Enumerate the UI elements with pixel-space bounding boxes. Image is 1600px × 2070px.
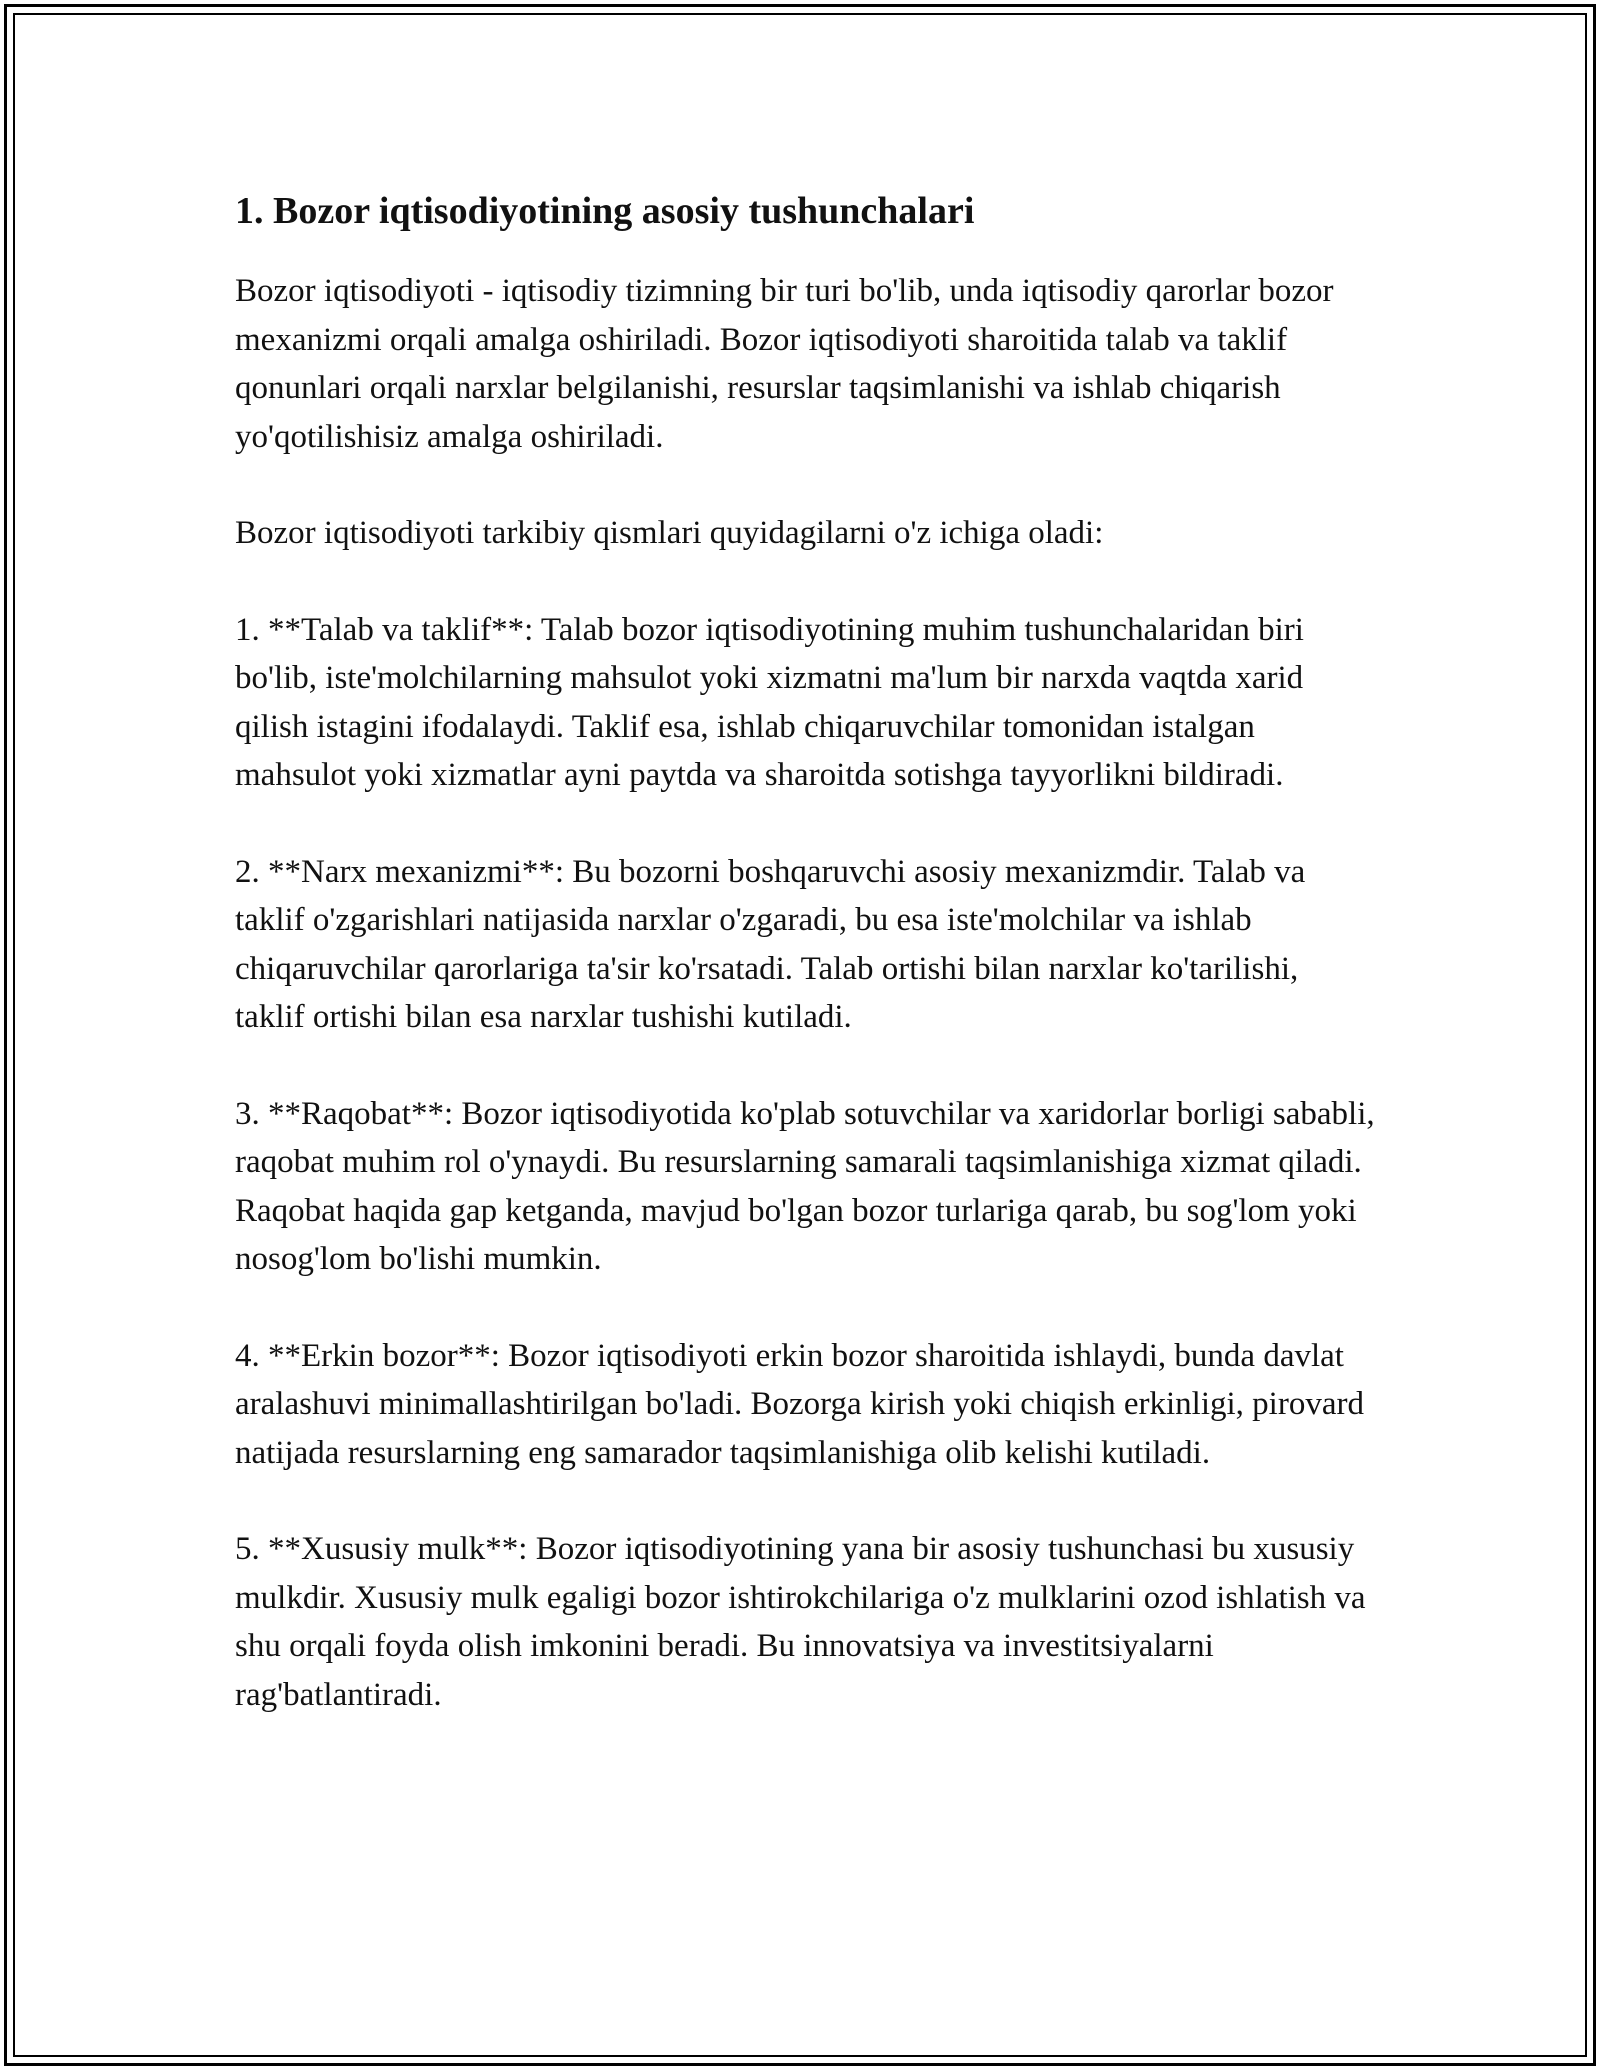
item-supply-demand: 1. **Talab va taklif**: Talab bozor iqtisodiyotining muhim tushunchalaridan biri bo'lib, iste'molchilarning mahsulot yoki xizmatni ma'lum bir narxda vaqtda xarid qilish istagini ifodalaydi. Taklif esa, ishlab chiqaruvchilar tomonidan istalgan mahsulot yoki xizmatlar ayni paytda va sharoitda sotishga tayyorlikni bildiradi. xyxy=(235,611,1304,793)
intro-paragraph: Bozor iqtisodiyoti - iqtisodiy tizimning bir turi bo'lib, unda iqtisodiy qarorlar bozor mexanizmi orqali amalga oshiriladi. Bozor iqtisodiyoti sharoitida talab va taklif qonunlari orqali narxlar belgilanishi, resurslar taqsimlanishi va ishlab chiqarish yo'qotilishisiz amalga oshiriladi. xyxy=(235,273,1334,455)
document-body xyxy=(235,185,1375,1767)
item-private-property: 5. **Xususiy mulk**: Bozor iqtisodiyotining yana bir asosiy tushunchasi bu xususiy mulkdir. Xususiy mulk egaligi bozor ishtirokchilariga o'z mulklarini ozod ishlatish va shu orqali foyda olish imkonini beradi. Bu innovatsiya va investitsiyalarni rag'batlantiradi. xyxy=(235,1531,1366,1713)
section-heading: 1. Bozor iqtisodiyotining asosiy tushunchalari xyxy=(235,190,975,232)
item-price-mechanism: 2. **Narx mexanizmi**: Bu bozorni boshqaruvchi asosiy mexanizmdir. Talab va taklif o'zgarishlari natijasida narxlar o'zgaradi, bu esa iste'molchilar va ishlab chiqaruvchilar qarorlariga ta'sir ko'rsatadi. Talab ortishi bilan narxlar ko'tarilishi, taklif ortishi bilan esa narxlar tushishi kutiladi. xyxy=(235,853,1306,1035)
components-intro-paragraph: Bozor iqtisodiyoti tarkibiy qismlari quyidagilarni o'z ichiga oladi: xyxy=(235,515,1104,551)
item-competition: 3. **Raqobat**: Bozor iqtisodiyotida ko'plab sotuvchilar va xaridorlar borligi sababli, raqobat muhim rol o'ynaydi. Bu resurslarning samarali taqsimlanishiga xizmat qiladi. Raqobat haqida gap ketganda, mavjud bo'lgan bozor turlariga qarab, bu sog'lom yoki nosog'lom bo'lishi mumkin. xyxy=(235,1095,1375,1277)
item-free-market: 4. **Erkin bozor**: Bozor iqtisodiyoti erkin bozor sharoitida ishlaydi, bunda davlat aralashuvi minimallashtirilgan bo'ladi. Bozorga kirish yoki chiqish erkinligi, pirovard natijada resurslarning eng samarador taqsimlanishiga olib kelishi kutiladi. xyxy=(235,1337,1364,1471)
